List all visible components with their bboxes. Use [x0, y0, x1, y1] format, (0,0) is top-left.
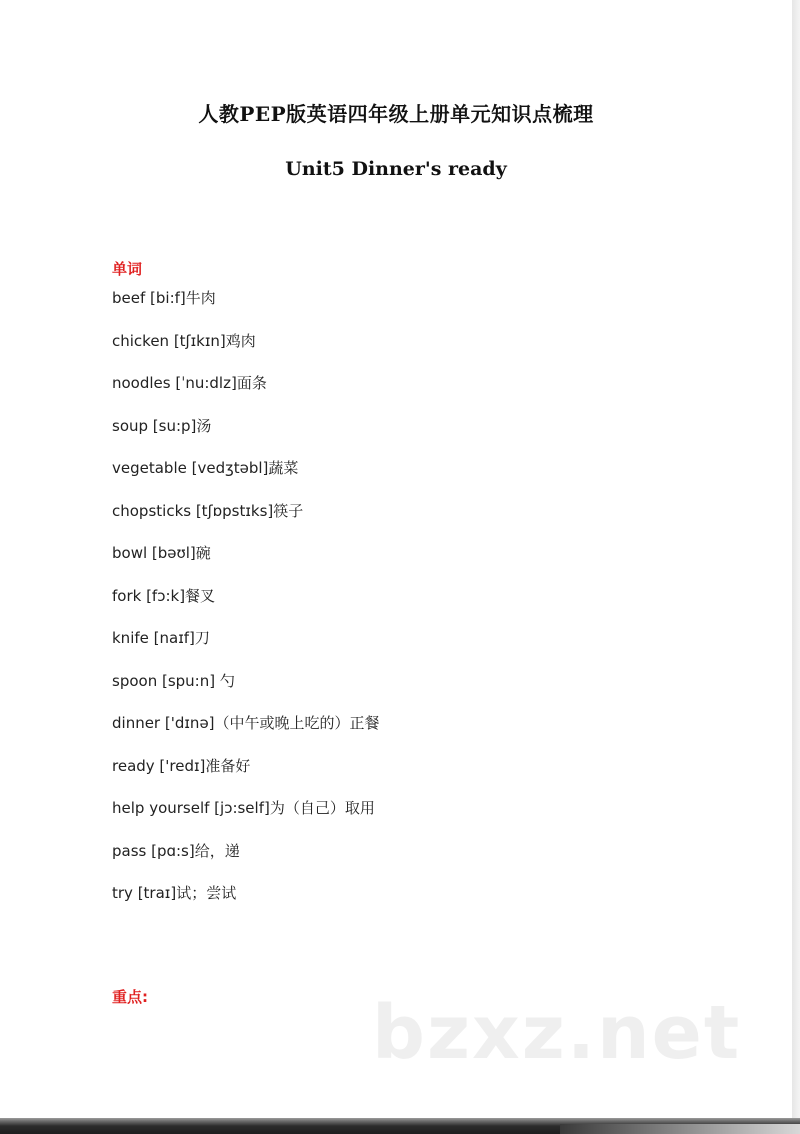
vocab-item-try: try [traɪ]试；尝试 — [112, 884, 237, 902]
vocab-item-soup: soup [su:p]汤 — [112, 416, 212, 435]
page-edge-shadow — [792, 0, 800, 1118]
vocab-list — [112, 288, 380, 926]
document-title: 人教PEP版英语四年级上册单元知识点梳理 — [198, 102, 594, 126]
vocab-item-dinner: dinner ['dɪnə]（中午或晚上吃的）正餐 — [112, 714, 380, 732]
vocab-item-ready: ready ['redɪ]准备好 — [112, 756, 251, 775]
vocab-item-chopsticks: chopsticks [tʃɒpstɪks]筷子 — [112, 501, 304, 520]
vocab-item-beef: beef [bi:f]牛肉 — [112, 289, 216, 307]
vocab-item-knife: knife [naɪf]刀 — [112, 629, 210, 647]
unit-title: Unit5 Dinner's ready — [285, 158, 507, 180]
viewer-bottom-bar — [0, 1118, 800, 1134]
vocab-item-noodles: noodles [ˈnu:dlz]面条 — [112, 374, 267, 392]
watermark: bzxz.net — [372, 990, 742, 1076]
vocab-section-heading: 单词 — [112, 260, 143, 278]
vocab-item-bowl: bowl [bəʊl]碗 — [112, 544, 211, 562]
vocab-item-chicken: chicken [tʃɪkɪn]鸡肉 — [112, 331, 256, 350]
vocab-item-help-yourself: help yourself [jɔ:self]为（自己）取用 — [112, 799, 375, 817]
viewer-bottom-bar-highlight — [560, 1124, 800, 1134]
vocab-item-vegetable: vegetable [vedʒtəbl]蔬菜 — [112, 459, 299, 477]
vocab-item-pass: pass [pɑ:s]给，递 — [112, 841, 240, 860]
key-points-heading: 重点: — [112, 988, 148, 1006]
vocab-item-fork: fork [fɔ:k]餐叉 — [112, 586, 216, 605]
vocab-item-spoon: spoon [spu:n] 勺 — [112, 671, 235, 690]
